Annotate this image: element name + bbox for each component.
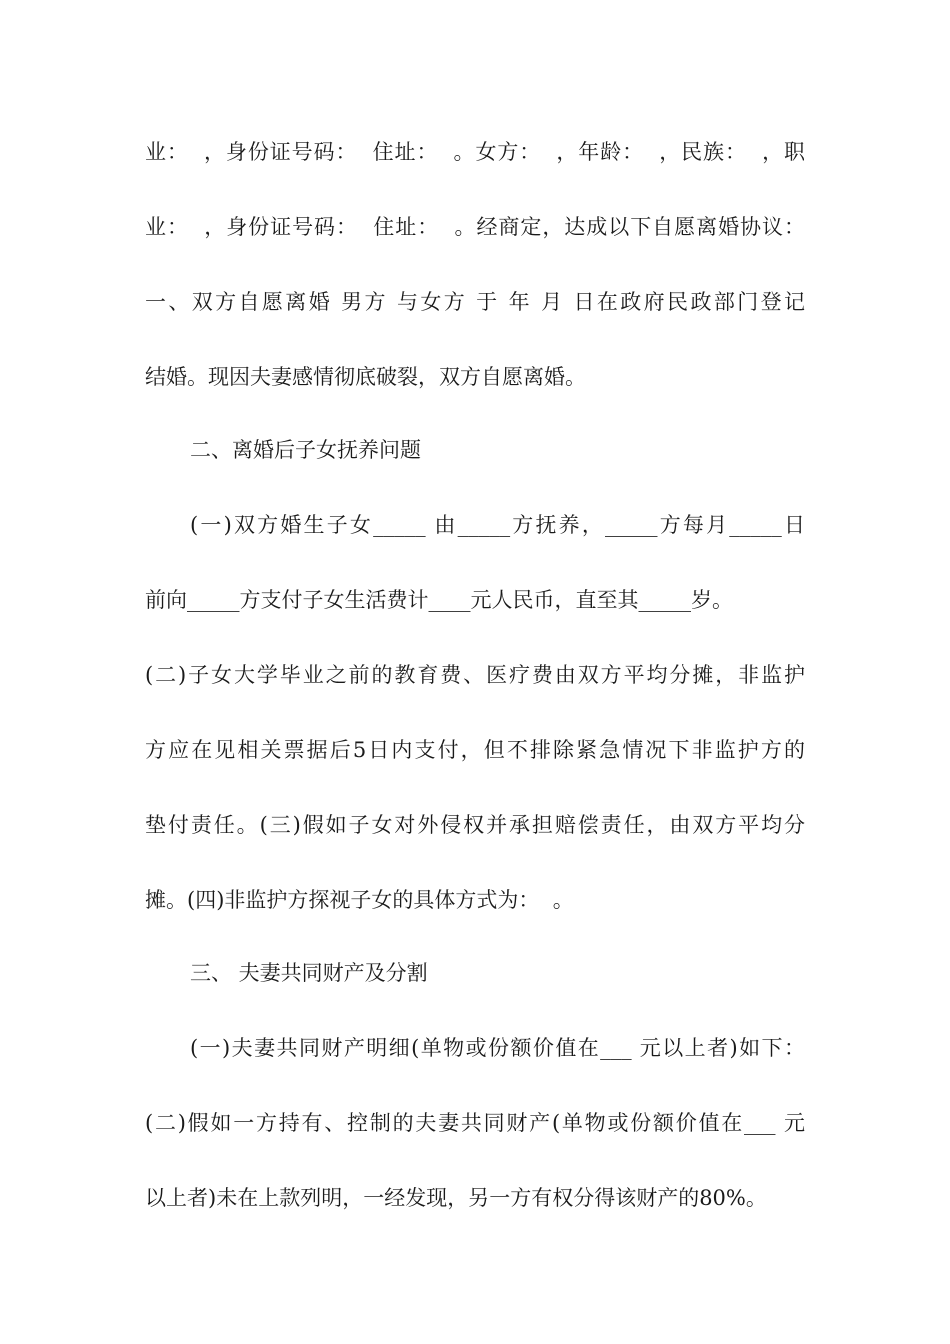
section-heading-common-property: 三、 夫妻共同财产及分割: [190, 961, 428, 985]
text-line-7: 前向_____方支付子女生活费计____元人民币，直至其_____岁。: [145, 588, 733, 612]
text-line-15: 以上者)未在上款列明，一经发现，另一方有权分得该财产的80%。: [145, 1186, 767, 1210]
text-line-14: (二)假如一方持有、控制的夫妻共同财产(单物或份额价值在___ 元: [145, 1111, 805, 1135]
text-line-9: 方应在见相关票据后5日内支付，但不排除紧急情况下非监护方的: [145, 738, 805, 762]
text-line-10: 垫付责任。(三)假如子女对外侵权并承担赔偿责任，由双方平均分: [145, 813, 805, 837]
text-line-1: 业： ，身份证号码： 住址： 。女方： ，年龄： ，民族： ，职: [145, 140, 805, 164]
text-line-4: 结婚。现因夫妻感情彻底破裂，双方自愿离婚。: [145, 365, 586, 389]
text-line-11: 摊。(四)非监护方探视子女的具体方式为： 。: [145, 888, 574, 912]
text-line-3: 一、双方自愿离婚 男方 与女方 于 年 月 日在政府民政部门登记: [145, 290, 805, 314]
text-line-13: (一)夫妻共同财产明细(单物或份额价值在___ 元以上者)如下：: [190, 1036, 805, 1060]
section-heading-child-custody: 二、离婚后子女抚养问题: [190, 438, 421, 462]
text-line-6: (一)双方婚生子女_____ 由_____方抚养，_____方每月_____日: [190, 513, 805, 537]
text-line-8: (二)子女大学毕业之前的教育费、医疗费由双方平均分摊，非监护: [145, 663, 805, 687]
text-line-2: 业： ，身份证号码： 住址： 。经商定，达成以下自愿离婚协议：: [145, 215, 805, 239]
